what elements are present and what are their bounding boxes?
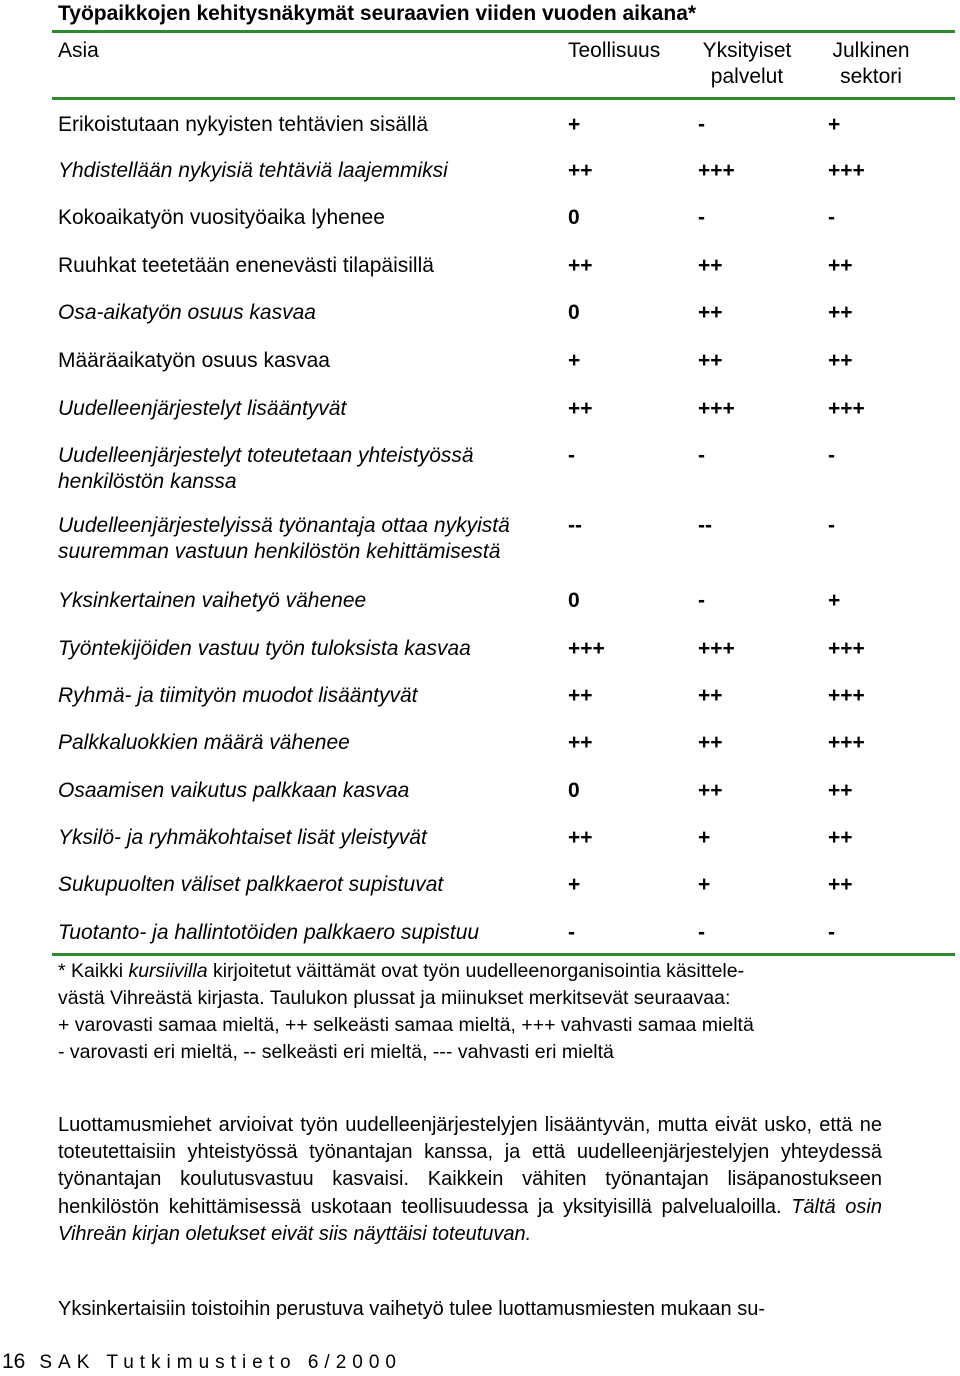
row-value-teollisuus: - — [568, 921, 575, 944]
row-value-yksityiset: - — [698, 444, 705, 467]
header-yksityiset-line2: palvelut — [710, 65, 784, 88]
row-value-teollisuus: + — [568, 113, 581, 136]
footnote-line-3: + varovasti samaa mieltä, ++ selkeästi samaa mieltä, +++ vahvasti samaa mieltä — [58, 1014, 754, 1036]
row-value-julkinen: - — [828, 206, 835, 229]
row-asia-line: suuremman vastuun henkilöstön kehittämisestä — [58, 540, 501, 563]
row-asia — [58, 348, 330, 374]
table-bottom-rule — [52, 953, 955, 956]
row-value-julkinen: ++ — [828, 779, 853, 802]
row-value-yksityiset: + — [698, 826, 711, 849]
footnote — [58, 958, 888, 1066]
row-asia — [58, 158, 448, 184]
row-asia-line: Tuotanto- ja hallintotöiden palkkaero supistuu — [58, 921, 480, 944]
row-value-yksityiset: +++ — [698, 159, 735, 182]
row-asia — [58, 872, 443, 898]
row-asia — [58, 205, 385, 231]
row-asia-line: Uudelleenjärjestelyt lisääntyvät — [58, 397, 347, 420]
row-value-julkinen: +++ — [828, 397, 865, 420]
row-value-yksityiset: +++ — [698, 637, 735, 660]
row-value-teollisuus: - — [568, 444, 575, 467]
row-value-teollisuus: 0 — [568, 589, 580, 612]
row-asia — [58, 513, 510, 565]
body-paragraph-1 — [58, 1112, 882, 1248]
row-asia-line: Työntekijöiden vastuu työn tuloksista kasvaa — [58, 637, 471, 660]
paragraph-text: Luottamusmiehet arvioivat työn uudelleenjärjestelyjen lisääntyvän, mutta eivät usko, että ne toteutettaisiin yhteistyössä työnantajan kanssa, ja että uudelleenjärjestelyjen yhteydessä työnantajan koulutusvastuu kasvaisi. Kaikkein vähiten työnantajan lisäpanostukseen henkilöstön kehittämisessä uskotaan teollisuudessa ja yksityisillä palvelualoilla. — [58, 1114, 882, 1218]
row-value-yksityiset: ++ — [698, 254, 723, 277]
row-asia-line: Uudelleenjärjestelyt toteutetaan yhteistyössä — [58, 444, 474, 467]
row-asia-line: Uudelleenjärjestelyissä työnantaja ottaa nykyistä — [58, 514, 510, 537]
row-value-teollisuus: 0 — [568, 301, 580, 324]
row-asia — [58, 396, 346, 422]
row-asia — [58, 730, 350, 756]
row-value-yksityiset: + — [698, 873, 711, 896]
row-asia — [58, 636, 471, 662]
footnote-line-1 — [58, 958, 888, 985]
row-asia — [58, 300, 316, 326]
header-yksityiset-line1: Yksityiset — [702, 39, 792, 62]
paragraph-italic-text: Tältä osin Vihreän kirjan oletukset eivät siis näyttäisi toteutuvan. — [58, 1195, 882, 1245]
row-value-julkinen: ++ — [828, 301, 853, 324]
header-teollisuus: Teollisuus — [568, 39, 661, 62]
row-value-yksityiset: -- — [698, 514, 712, 537]
row-value-teollisuus: +++ — [568, 637, 605, 660]
row-asia-line: Osa-aikatyön osuus kasvaa — [58, 301, 316, 324]
row-asia-line: Yksinkertainen vaihetyö vähenee — [58, 589, 367, 612]
row-value-yksityiset: - — [698, 921, 705, 944]
row-asia-line: Ryhmä- ja tiimityön muodot lisääntyvät — [58, 684, 418, 707]
row-asia — [58, 825, 427, 851]
row-value-yksityiset: ++ — [698, 349, 723, 372]
row-asia-line: Palkkaluokkien määrä vähenee — [58, 731, 350, 754]
row-value-julkinen: +++ — [828, 731, 865, 754]
footnote-text: * Kaikki — [58, 960, 129, 982]
page-footer — [2, 1350, 402, 1374]
row-value-teollisuus: ++ — [568, 254, 593, 277]
row-value-julkinen: ++ — [828, 254, 853, 277]
row-asia-line: Erikoistutaan nykyisten tehtävien sisällä — [58, 113, 429, 136]
footnote-text: kirjoitetut väittämät ovat työn uudelleenorganisointia käsittele- — [207, 960, 745, 982]
row-asia — [58, 443, 474, 495]
page-number: 16 — [2, 1350, 26, 1373]
row-value-julkinen: ++ — [828, 873, 853, 896]
row-value-julkinen: ++ — [828, 349, 853, 372]
publication-name: SAK Tutkimustieto 6/2000 — [39, 1352, 402, 1373]
header-julkinen-line1: Julkinen — [832, 39, 910, 62]
row-value-teollisuus: 0 — [568, 206, 580, 229]
row-value-teollisuus: ++ — [568, 826, 593, 849]
row-value-yksityiset: ++ — [698, 779, 723, 802]
row-value-yksityiset: ++ — [698, 301, 723, 324]
footnote-line-4: - varovasti eri mieltä, -- selkeästi eri mieltä, --- vahvasti eri mieltä — [58, 1041, 614, 1063]
row-asia-line: Ruuhkat teetetään enenevästi tilapäisillä — [58, 254, 434, 277]
row-value-julkinen: + — [828, 113, 841, 136]
footnote-italic-word: kursiivilla — [128, 960, 208, 982]
row-asia — [58, 920, 479, 946]
row-asia — [58, 683, 417, 709]
row-value-teollisuus: + — [568, 349, 581, 372]
row-value-julkinen: ++ — [828, 826, 853, 849]
row-value-teollisuus: + — [568, 873, 581, 896]
row-value-julkinen: +++ — [828, 684, 865, 707]
row-asia-line: Sukupuolten väliset palkkaerot supistuvat — [58, 873, 444, 896]
row-value-teollisuus: ++ — [568, 684, 593, 707]
row-value-teollisuus: ++ — [568, 731, 593, 754]
row-asia — [58, 778, 409, 804]
row-value-julkinen: - — [828, 444, 835, 467]
row-value-yksityiset: +++ — [698, 397, 735, 420]
row-asia — [58, 588, 366, 614]
row-value-teollisuus: ++ — [568, 397, 593, 420]
row-asia — [58, 253, 434, 279]
row-value-teollisuus: -- — [568, 514, 582, 537]
row-asia-line: Määräaikatyön osuus kasvaa — [58, 349, 330, 372]
row-asia-line: Yhdistellään nykyisiä tehtäviä laajemmiksi — [58, 159, 448, 182]
row-value-julkinen: - — [828, 514, 835, 537]
header-asia: Asia — [58, 39, 99, 62]
row-asia-line: Yksilö- ja ryhmäkohtaiset lisät yleistyvät — [58, 826, 427, 849]
row-asia-line: Kokoaikatyön vuosityöaika lyhenee — [58, 206, 385, 229]
row-asia-line: Osaamisen vaikutus palkkaan kasvaa — [58, 779, 410, 802]
header-julkinen-line2: sektori — [840, 65, 902, 88]
body-paragraph-2: Yksinkertaisiin toistoihin perustuva vaihetyö tulee luottamusmiesten mukaan su- — [58, 1298, 766, 1320]
row-value-julkinen: +++ — [828, 159, 865, 182]
row-asia-line: henkilöstön kanssa — [58, 470, 237, 493]
row-value-julkinen: + — [828, 589, 841, 612]
row-asia — [58, 112, 428, 138]
row-value-yksityiset: - — [698, 206, 705, 229]
row-value-yksityiset: ++ — [698, 731, 723, 754]
row-value-yksityiset: - — [698, 589, 705, 612]
row-value-yksityiset: ++ — [698, 684, 723, 707]
page-title: Työpaikkojen kehitysnäkymät seuraavien viiden vuoden aikana* — [58, 2, 697, 25]
footnote-line-2: västä Vihreästä kirjasta. Taulukon plussat ja miinukset merkitsevät seuraavaa: — [58, 987, 731, 1009]
row-value-yksityiset: - — [698, 113, 705, 136]
row-value-teollisuus: ++ — [568, 159, 593, 182]
row-value-julkinen: +++ — [828, 637, 865, 660]
row-value-julkinen: - — [828, 921, 835, 944]
row-value-teollisuus: 0 — [568, 779, 580, 802]
